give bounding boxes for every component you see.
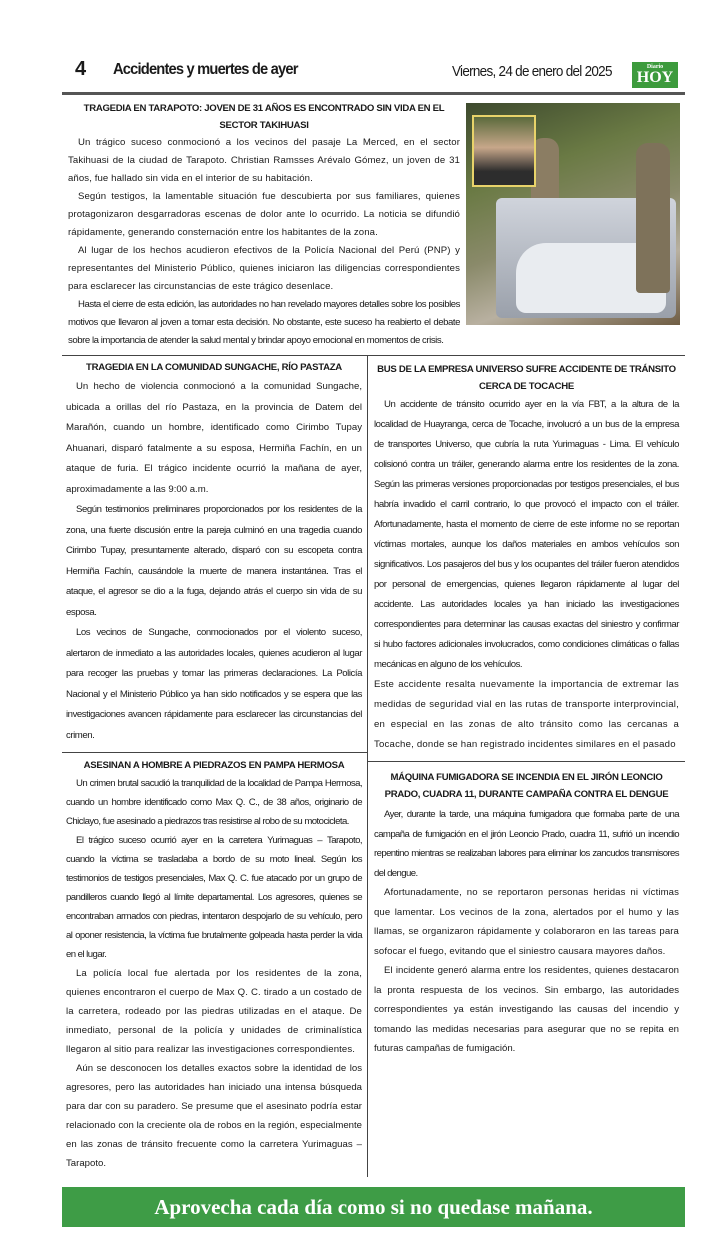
paragraph: El incidente generó alarma entre los residentes, quienes destacaron la pronta respuesta de los vecinos. Sin embargo, las autoridades correspondientes ya están investigando las causas del incendio y tomando las medidas necesarias para asegurar que no se repita en futuras campañas de fumigación. xyxy=(374,965,679,1054)
diario-hoy-logo xyxy=(632,62,678,88)
page-number: 4 xyxy=(75,58,86,80)
paragraph: Aún se desconocen los detalles exactos sobre la identidad de los agresores, pero las autoridades han iniciado una intensa búsqueda para dar con su paradero. Se presume que el asesinato podría estar relacionado con la creciente ola de robos en la región, especialmente en las zonas de tránsito frecuente como la carretera Yurimaguas – Tarapoto. xyxy=(66,1063,362,1169)
paragraph: Hasta el cierre de esta edición, las autoridades no han revelado mayores detalles sobre los posibles motivos que llevaron al joven a tomar esta decisión. No obstante, este suceso ha reabierto el debate sobre la importancia de atender la salud mental y brindar apoyo emocional en momentos de crisis. xyxy=(68,299,460,346)
paragraph: Un trágico suceso conmocionó a los vecinos del pasaje La Merced, en el sector Takihuasi de la ciudad de Tarapoto. Christian Ramsses Arévalo Gómez, un joven de 31 años, fue hallado sin vida en el interior de su habitación. xyxy=(68,137,460,184)
paragraph: El trágico suceso ocurrió ayer en la carretera Yurimaguas – Tarapoto, cuando la víctima se trasladaba a bordo de su moto lineal. Según los testimonios de testigos presenciales, Max Q. C. fue atacado por un grupo de pandilleros cuando llegó al límite departamental. Los agresores, quienes se encontraban armados con piedras, intentaron despojarlo de su vehículo, pero al oponer resistencia, la víctima fue brutalmente golpeada hasta perder la vida en el lugar. xyxy=(66,835,362,960)
paragraph: Ayer, durante la tarde, una máquina fumigadora que formaba parte de una campaña de fumigación en el jirón Leoncio Prado, cuadra 11, sufrió un incendio repentino mientras se realizaban labores para eliminar los zancudos transmisores del dengue. xyxy=(374,809,679,879)
two-column-section xyxy=(62,356,685,1177)
paragraph: Según testigos, la lamentable situación fue descubierta por sus familiares, quienes protagonizaron desgarradoras escenas de dolor ante lo ocurrido. La noticia se difundió rápidamente, generando consternación entre los habitantes de la zona. xyxy=(68,191,460,238)
paragraph: Un crimen brutal sacudió la tranquilidad de la localidad de Pampa Hermosa, cuando un hombre identificado como Max Q. C., de 38 años, originario de Chiclayo, fue asesinado a piedrazos tras resistirse al robo de su motocicleta. xyxy=(66,778,362,827)
article-tarapoto xyxy=(62,97,460,350)
paragraph: Al lugar de los hechos acudieron efectivos de la Policía Nacional del Perú (PNP) y representantes del Ministerio Público, quienes iniciaron las diligencias correspondientes para esclarecer las circunstancias de este trágico desenlace. xyxy=(68,245,460,292)
issue-date: Viernes, 24 de enero del 2025 xyxy=(452,63,612,80)
logo-small-text: Diario xyxy=(646,64,664,70)
section-title: Accidentes y muertes de ayer xyxy=(113,61,298,78)
article-fumigadora xyxy=(368,762,685,1063)
lead-story-row xyxy=(62,97,685,356)
article-bus-universo xyxy=(368,356,685,762)
header-rule xyxy=(62,92,685,95)
footer-slogan-banner: Aprovecha cada día como si no quedase mañana. xyxy=(62,1187,685,1227)
headline: BUS DE LA EMPRESA UNIVERSO SUFRE ACCIDENTE DE TRÁNSITO CERCA DE TOCACHE xyxy=(377,364,676,392)
paragraph: Este accidente resalta nuevamente la importancia de extremar las medidas de seguridad vial en las rutas de transporte interprovincial, en especial en las zonas de alto tránsito como las cercanas a Tocache, donde se han registrado incidentes similares en el pasado xyxy=(374,679,679,750)
headline: TRAGEDIA EN LA COMUNIDAD SUNGACHE, RÍO PASTAZA xyxy=(86,362,342,373)
paragraph: Afortunadamente, no se reportaron personas heridas ni víctimas que lamentar. Los vecinos de la zona, alertados por el humo y las llamas, se organizaron rápidamente y colaboraron en las tareas para sofocar el fuego, evitando que el siniestro causara mayores daños. xyxy=(374,887,679,957)
left-column xyxy=(62,356,368,1177)
paragraph: Un hecho de violencia conmocionó a la comunidad Sungache, ubicada a orillas del río Pastaza, en la provincia de Datem del Marañón, cuando un hombre, identificado como Cirimbo Tupay Ahuanari, disparó fatalmente a su esposa, Hermiña Fachín, en un ataque de furia. El trágico incidente ocurrió la mañana de ayer, aproximadamente a las 9:00 a.m. xyxy=(66,381,362,495)
paragraph: Un accidente de tránsito ocurrido ayer en la vía FBT, a la altura de la localidad de Huayranga, cerca de Tocache, involucró a un bus de la empresa de transportes Universo, que cubría la ruta Yurimaguas - Lima. El vehículo colisionó contra un tráiler, generando alarma entre los residentes de la zona. Según las primeras versiones proporcionadas por testigos presenciales, el bus habría invadido el carril contrario, lo que provocó el impacto con el tráiler. Afortunadamente, hasta el momento de cierre de este informe no se reportan víctimas mortales, aunque los daños materiales en ambos vehículos son significativos. Los pasajeros del bus y los ocupantes del tráiler fueron atendidos por personal de emergencias, quienes llegaron rápidamente al lugar del accidente. Las autoridades locales ya han iniciado las investigaciones correspondientes para determinar las causas exactas del siniestro y confirmar si hubo factores adicionales involucrados, como condiciones climáticas o fallas mecánicas en alguno de los vehículos. xyxy=(374,399,679,670)
logo-big-text: HOY xyxy=(636,69,674,86)
article-pampa-hermosa xyxy=(62,753,367,1177)
paragraph: Los vecinos de Sungache, conmocionados por el violento suceso, alertaron de inmediato a las autoridades locales, quienes acudieron al lugar para recoger las pruebas y tomar las primeras declaraciones. La Policía Nacional y el Ministerio Público ya han sido notificados y se espera que las investigaciones avancen rápidamente para esclarecer las circunstancias del crimen. xyxy=(66,627,362,741)
paragraph: La policía local fue alertada por los residentes de la zona, quienes encontraron el cuerpo de Max Q. C. tirado a un costado de la carretera, rodeado por las piedras utilizadas en el ataque. De inmediato, personal de la policía y unidades de criminalística llegaron al sitio para realizar las investigaciones correspondientes. xyxy=(66,968,362,1055)
paragraph: Según testimonios preliminares proporcionados por los residentes de la zona, una fuerte discusión entre la pareja culminó en una tragedia cuando Cirimbo Tupay, presuntamente alterado, disparó con su escopeta contra Hermiña Fachín, causándole la muerte de manera instantánea. Tras el ataque, el agresor se dio a la fuga, dejando atrás el cuerpo sin vida de su esposa. xyxy=(66,504,362,618)
headline: TRAGEDIA EN TARAPOTO: JOVEN DE 31 AÑOS ES ENCONTRADO SIN VIDA EN EL SECTOR TAKIHUASI xyxy=(83,103,445,131)
victim-portrait-inset xyxy=(472,115,536,187)
police-officer-figure xyxy=(636,143,670,293)
headline: ASESINAN A HOMBRE A PIEDRAZOS EN PAMPA HERMOSA xyxy=(83,760,345,771)
article-sungache xyxy=(62,356,367,753)
headline: MÁQUINA FUMIGADORA SE INCENDIA EN EL JIRÓN LEONCIO PRADO, CUADRA 11, DURANTE CAMPAÑA CONTRA EL DENGUE xyxy=(384,772,669,800)
news-photo xyxy=(466,103,680,325)
page-content xyxy=(62,97,685,1257)
right-column xyxy=(368,356,685,1177)
